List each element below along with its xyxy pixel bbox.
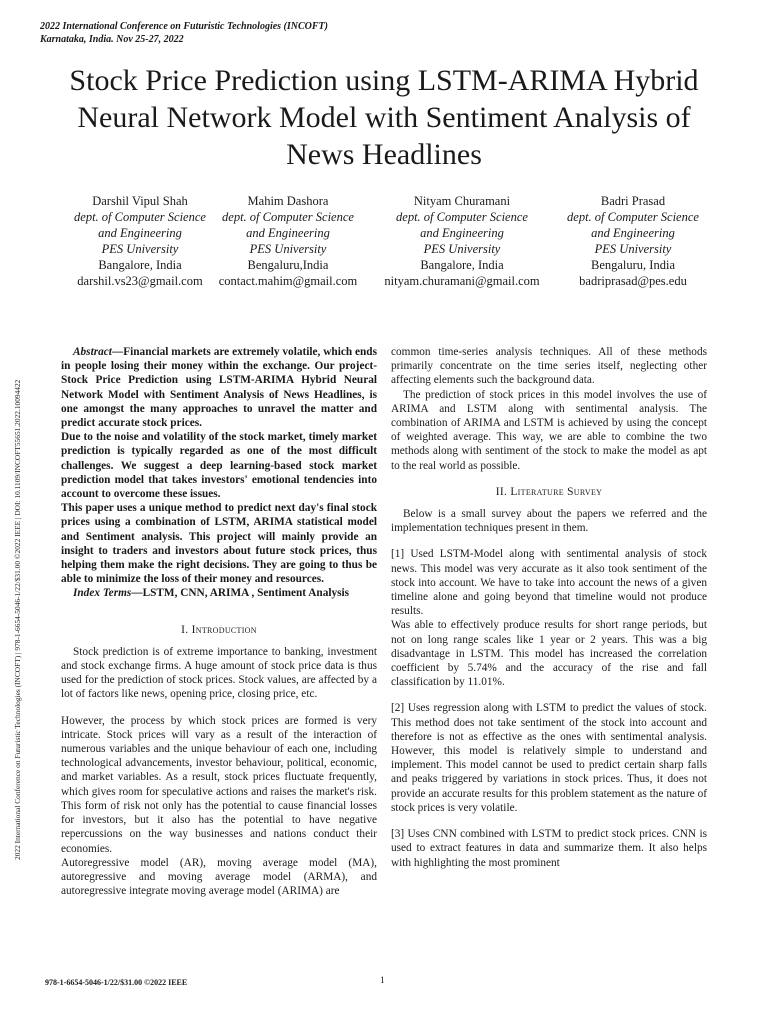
author-dept: and Engineering <box>591 226 675 240</box>
author-dept: dept. of Computer Science <box>396 210 528 224</box>
abstract-text: —Financial markets are extremely volatile, which ends in people losing their money within the exchange. Our project- Stock Price Prediction using LSTM-ARIMA Hybrid Neural Network Model with Sentiment Analysis of News Headlines, is one amongst the many approaches to unravel the matter and predict accurate stock prices. <box>61 346 377 430</box>
side-identifier-text: 2022 International Conference on Futuristic Technologies (INCOFT) | 978-1-6654-5046-1/22/$31.00 ©2022 IEEE | DOI: 10.1109/INCOFT55651.2022.10094422 <box>13 379 22 860</box>
section-heading-literature-survey: II. Literature Survey <box>495 485 603 498</box>
body-paragraph: [3] Uses CNN combined with LSTM to predict stock prices. CNN is used to extract features in data and summarize them. It also helps with highlighting the most prominent <box>391 828 707 869</box>
conference-header <box>40 20 328 46</box>
author-university: PES University <box>423 242 501 256</box>
author-2 <box>198 193 378 289</box>
author-location: Bengaluru,India <box>247 258 329 272</box>
author-block <box>50 193 730 293</box>
body-paragraph: Autoregressive model (AR), moving average model (MA), autoregressive and moving average model (ARMA), and autoregressive integrate moving average model (ARIMA) are <box>61 856 377 898</box>
author-dept: and Engineering <box>246 226 330 240</box>
right-column <box>391 345 707 870</box>
abstract-paragraph: Due to the noise and volatility of the stock market, timely market prediction is typically regarded as one of the most difficult challenges. We suggest a deep learning-based stock market prediction model that takes investors' emotional tendencies into account to overcome these issues. <box>61 431 377 501</box>
footer-isbn: 978-1-6654-5046-1/22/$31.00 ©2022 IEEE <box>45 978 188 987</box>
author-dept: dept. of Computer Science <box>567 210 699 224</box>
author-university: PES University <box>101 242 179 256</box>
author-name: Badri Prasad <box>600 194 666 208</box>
author-dept: and Engineering <box>98 226 182 240</box>
author-email: contact.mahim@gmail.com <box>218 274 358 288</box>
abstract-paragraph: This paper uses a unique method to predict next day's final stock prices using a combination of LSTM, ARIMA statistical model and Sentiment analysis. This project will mainly provide an insight to traders and investors about future stock prices, thus helping them make the right decisions. They are going to thus be able to minimize the loss of their money and resources. <box>61 502 377 586</box>
paper-title: Stock Price Prediction using LSTM-ARIMA Hybrid Neural Network Model with Sentiment Analysis of News Headlines <box>69 64 699 171</box>
abstract-label: Abstract <box>73 346 112 358</box>
section-heading-introduction: I. Introduction <box>181 623 257 636</box>
body-paragraph: [1] Used LSTM-Model along with sentimental analysis of stock news. This model was very accurate as it also took sentiment of the stock into account. We have to take into account the news of a given timeline alone and going beyond that timeline would not produce results. <box>391 548 707 618</box>
author-4 <box>543 193 723 289</box>
author-location: Bangalore, India <box>98 258 182 272</box>
author-name: Mahim Dashora <box>247 194 329 208</box>
author-email: nityam.churamani@gmail.com <box>384 274 540 288</box>
body-paragraph: However, the process by which stock prices are formed is very intricate. Stock prices will vary as a result of the interaction of numerous variables and the unique behaviour of each one, including technological advancements, investor behaviour, political, economic, and market variables. As a result, stock prices fluctuate frequently, which gives room for speculative actions and raises the market's risk. This form of risk not only has the potential to cause financial losses for investors, but it also has the potential to have negative repercussions on the way businesses and nations conduct their economies. <box>61 714 377 855</box>
conference-location-date: Karnataka, India. Nov 25-27, 2022 <box>40 34 184 45</box>
conference-name: 2022 International Conference on Futuristic Technologies (INCOFT) <box>40 21 328 32</box>
author-dept: dept. of Computer Science <box>222 210 354 224</box>
side-identifier <box>13 180 25 860</box>
left-column <box>61 345 377 898</box>
author-university: PES University <box>249 242 327 256</box>
body-paragraph: Stock prediction is of extreme importance to banking, investment and stock exchange firms. A huge amount of stock price data is thus used for the prediction of stock prices. Stock values, are affected by a lot of factors like news, opening price, closing price, etc. <box>61 645 377 701</box>
body-paragraph: Below is a small survey about the papers we referred and the implementation techniques present in them. <box>391 508 707 535</box>
author-email: darshil.vs23@gmail.com <box>77 274 203 288</box>
body-paragraph: [2] Uses regression along with LSTM to predict the values of stock. This method does not take sentiment of the stock into account and therefore is not as effective as the ones with sentimental analysis. However, this model is relatively simple to understand and implement. This model cannot be used to predict certain sharp falls and peaks triggered by variations in stock prices. Thus, it does not provide an accurate results for this problem statement as the nature of stock prices is very volatile. <box>391 702 707 814</box>
author-3 <box>372 193 552 289</box>
author-university: PES University <box>594 242 672 256</box>
author-location: Bangalore, India <box>420 258 504 272</box>
author-name: Nityam Churamani <box>413 194 511 208</box>
page-number: 1 <box>380 976 385 986</box>
index-terms-label: Index Terms <box>73 587 132 600</box>
body-paragraph: Was able to effectively produce results for short range periods, but not on long range scales like 1 year or 2 years. This was a big disadvantage in LSTM. This model has increased the correlation coefficient by 5.74% and the accuracy of the rise and fall classification by 11.01%. <box>391 619 707 689</box>
author-dept: dept. of Computer Science <box>74 210 206 224</box>
author-dept: and Engineering <box>420 226 504 240</box>
author-email: badriprasad@pes.edu <box>579 274 687 288</box>
body-paragraph: common time-series analysis techniques. All of these methods primarily concentrate on the time series itself, neglecting other affecting elements such the background data. <box>391 346 707 387</box>
abstract-paragraph <box>61 345 377 430</box>
body-paragraph: The prediction of stock prices in this model involves the use of ARIMA and LSTM along with sentimental analysis. The combination of ARIMA and LSTM is achieved by using the concept of weighted average. This way, we are able to combine the two methods along with sentiment of the stock to make the model as apt to the real world as possible. <box>391 388 707 472</box>
author-name: Darshil Vipul Shah <box>92 194 188 208</box>
author-location: Bengaluru, India <box>590 258 675 272</box>
index-terms-text: —LSTM, CNN, ARIMA , Sentiment Analysis <box>131 587 350 600</box>
index-terms <box>61 586 377 600</box>
